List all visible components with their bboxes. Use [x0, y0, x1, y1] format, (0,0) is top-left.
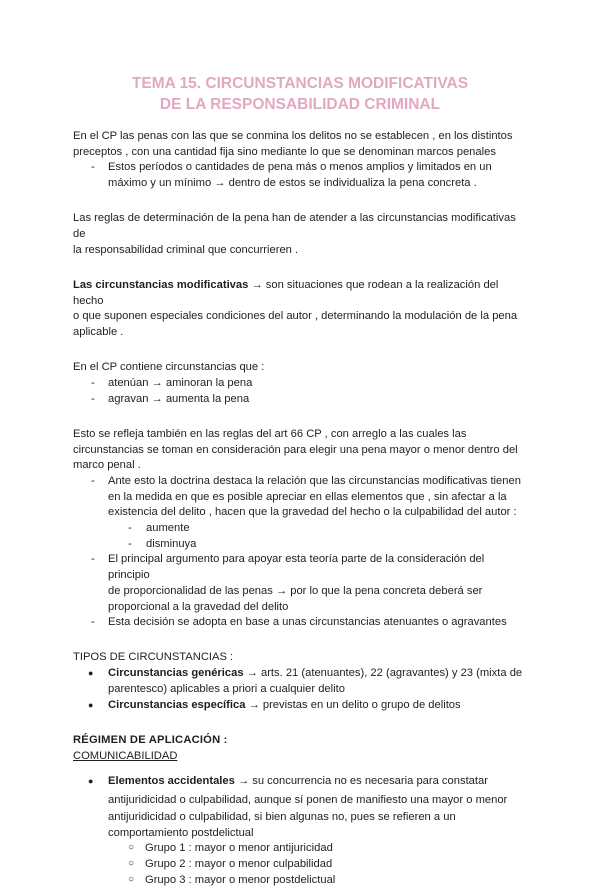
bold-term: Las circunstancias modificativas: [73, 278, 249, 291]
paragraph-marcos-penales: [73, 129, 523, 160]
title-line-1: TEMA 15. CIRCUNSTANCIAS MODIFICATIVAS: [131, 75, 469, 92]
paragraph-reglas: Las reglas de determinación de la pena han de atender a las circunstancias modificativas de la responsabilidad criminal que concurrieren .: [73, 212, 516, 256]
text-line: preceptos , con una cantidad fija sino mediante lo que se denominan marcos penales: [73, 145, 496, 158]
page-title: [0, 73, 600, 115]
list-item: ○ Grupo 2 : mayor o menor culpabilidad: [73, 857, 523, 873]
circle-bullet-list: [73, 841, 523, 888]
bullet-list: [73, 774, 523, 841]
list-item: - atenúan → aminoran la pena: [73, 376, 523, 392]
list-item: - El principal argumento para apoyar esta teoría parte de la consideración del principio de proporcionalidad de las penas → por lo que la pena concreta deberá ser proporcional a la gravedad del delito: [73, 552, 523, 615]
paragraph-circunstancias-modificativas: Las circunstancias modificativas → son situaciones que rodean a la realización del hecho o que suponen especiales condiciones del autor , determinando la modulación de la pena aplicable .: [73, 278, 518, 339]
section-heading-tipos: TIPOS DE CIRCUNSTANCIAS :: [73, 651, 234, 664]
bullet-list: [73, 666, 523, 713]
dash-list: [73, 376, 523, 407]
list-item: ● Circunstancias genéricas → arts. 21 (atenuantes), 22 (agravantes) y 23 (mixta de parentesco) aplicables a priori a cualquier delito: [73, 666, 523, 697]
list-item: ○ Grupo 3 : mayor o menor postdelictual: [73, 873, 523, 888]
list-item: - disminuya: [73, 537, 523, 553]
dash-list: [73, 552, 523, 631]
list-item: ● Circunstancias específica → previstas en un delito o grupo de delitos: [73, 698, 523, 714]
paragraph-art-66: Esto se refleja también en las reglas del art 66 CP , con arreglo a las cuales las circunstancias se toman en consideración para elegir una pena mayor o menor dentro del marco penal .: [73, 427, 518, 472]
list-item: ● Elementos accidentales → su concurrencia no es necesaria para constatar antijuridicidad o culpabilidad, aunque sí ponen de manifiesto una mayor o menor antijuridicidad o culpabilidad, si bien algunas no, pues se refieren a un comportamiento postdelictual: [73, 774, 523, 841]
title-line-2: DE LA RESPONSABILIDAD CRIMINAL: [159, 96, 441, 113]
list-item: - aumente: [73, 521, 523, 537]
paragraph-cp-contiene: En el CP contiene circunstancias que :: [73, 361, 265, 374]
dash-list: [73, 160, 523, 191]
list-item: - Ante esto la doctrina destaca la relación que las circunstancias modificativas tienen en la medida en que es posible apreciar en ellas elementos que , sin afectar a la existencia del delito , hacen que la gravedad del hecho o la culpabilidad del autor :: [73, 474, 523, 521]
text-line: En el CP las penas con las que se conmina los delitos no se establecen , en los distintos: [73, 130, 513, 142]
subheading-comunicabilidad: COMUNICABILIDAD: [73, 749, 178, 762]
list-item: - Esta decisión se adopta en base a unas circunstancias atenuantes o agravantes: [73, 615, 523, 631]
nested-dash-list: [73, 521, 523, 552]
section-heading-regimen: RÉGIMEN DE APLICACIÓN :: [73, 733, 228, 746]
document-body: [73, 129, 523, 888]
list-item: - Estos períodos o cantidades de pena más o menos amplios y limitados en un máximo y un mínimo → dentro de estos se individualiza la pena concreta .: [73, 160, 523, 191]
list-item: ○ Grupo 1 : mayor o menor antijuricidad: [73, 841, 523, 857]
list-item: - agravan → aumenta la pena: [73, 392, 523, 408]
dash-list: [73, 474, 523, 521]
